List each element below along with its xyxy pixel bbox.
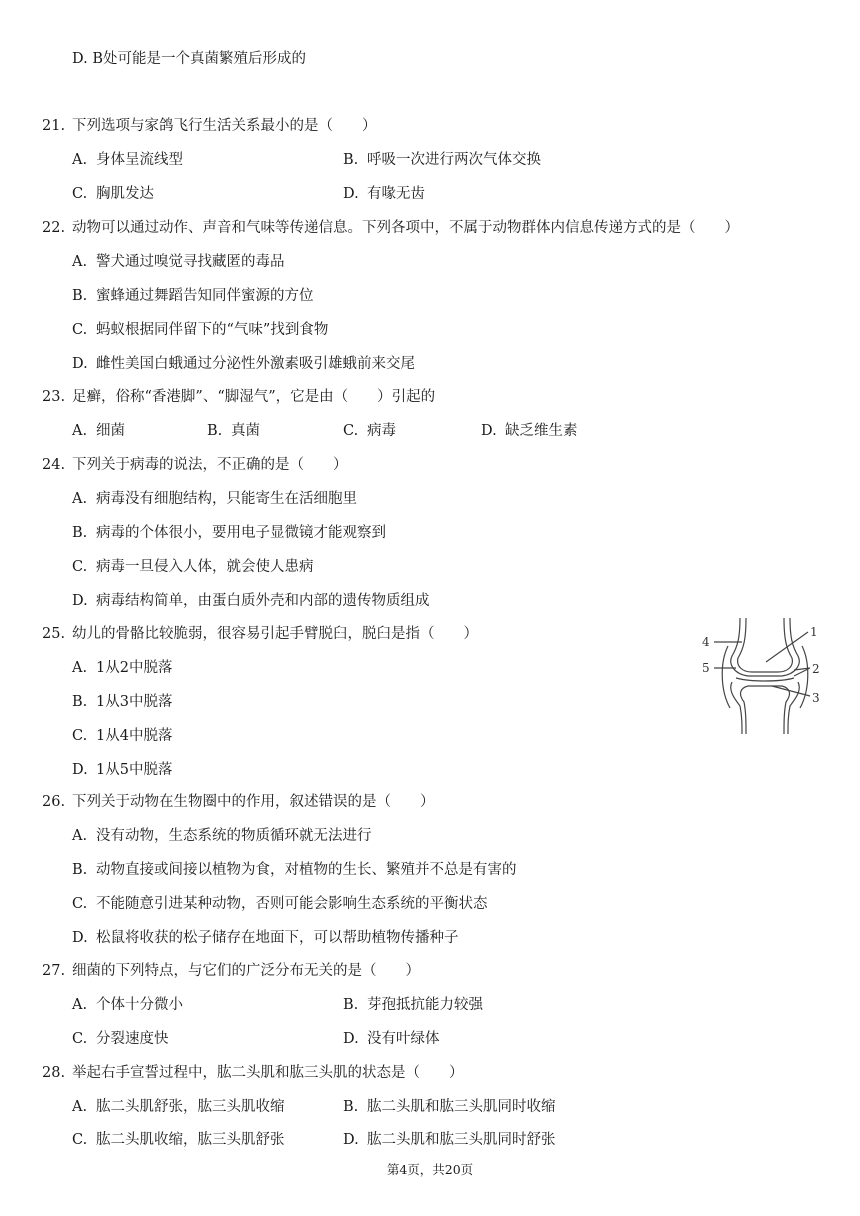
q21-option-b[interactable]: B. 呼吸一次进行两次气体交换 bbox=[343, 152, 541, 168]
q26-option-b[interactable]: B. 动物直接或间接以植物为食，对植物的生长、繁殖并不总是有害的 bbox=[72, 862, 517, 878]
joint-cavity bbox=[736, 678, 794, 681]
q21-option-c[interactable]: C. 胸肌发达 bbox=[72, 186, 154, 202]
q23-option-c[interactable]: C. 病毒 bbox=[343, 423, 396, 439]
question-stem: 下列选项与家鸽飞行生活关系最小的是（ ） bbox=[72, 118, 377, 134]
question-21 bbox=[42, 116, 377, 136]
question-number: 28. bbox=[42, 1065, 66, 1081]
label-1: 1 bbox=[810, 625, 818, 639]
question-stem: 动物可以通过动作、声音和气味等传递信息。下列各项中，不属于动物群体内信息传递方式的是（ ） bbox=[72, 220, 739, 236]
q21-option-a[interactable]: A. 身体呈流线型 bbox=[72, 152, 183, 168]
question-stem: 足癣，俗称“香港脚”、“脚湿气”，它是由（ ）引起的 bbox=[72, 389, 436, 405]
question-number: 22. bbox=[42, 220, 66, 236]
leader-1 bbox=[766, 632, 808, 662]
q20-option-d: D. B处可能是一个真菌繁殖后形成的 bbox=[72, 51, 306, 67]
question-stem: 下列关于病毒的说法，不正确的是（ ） bbox=[72, 457, 348, 473]
question-26 bbox=[42, 792, 435, 812]
question-22 bbox=[42, 218, 739, 238]
question-23 bbox=[42, 387, 435, 407]
question-number: 25. bbox=[42, 626, 66, 642]
q26-option-d[interactable]: D. 松鼠将收获的松子储存在地面下，可以帮助植物传播种子 bbox=[72, 930, 459, 946]
q25-option-d[interactable]: D. 1从5中脱落 bbox=[72, 762, 173, 778]
question-28 bbox=[42, 1063, 464, 1083]
q22-option-c[interactable]: C. 蚂蚁根据同伴留下的“气味”找到食物 bbox=[72, 322, 329, 338]
q27-option-b[interactable]: B. 芽孢抵抗能力较强 bbox=[343, 997, 483, 1013]
q28-option-a[interactable]: A. 肱二头肌舒张，肱三头肌收缩 bbox=[72, 1099, 285, 1115]
q25-option-c[interactable]: C. 1从4中脱落 bbox=[72, 728, 173, 744]
q26-option-c[interactable]: C. 不能随意引进某种动物，否则可能会影响生态系统的平衡状态 bbox=[72, 896, 488, 912]
lower-bone-inner bbox=[741, 686, 790, 734]
joint-capsule-right bbox=[800, 646, 808, 708]
question-stem: 举起右手宣誓过程中，肱二头肌和肱三头肌的状态是（ ） bbox=[72, 1065, 464, 1081]
q22-option-b[interactable]: B. 蜜蜂通过舞蹈告知同伴蜜源的方位 bbox=[72, 288, 314, 304]
label-3: 3 bbox=[812, 691, 820, 705]
question-number: 24. bbox=[42, 457, 66, 473]
label-2: 2 bbox=[812, 662, 820, 676]
question-24 bbox=[42, 455, 348, 475]
q28-option-c[interactable]: C. 肱二头肌收缩，肱三头肌舒张 bbox=[72, 1132, 285, 1148]
q28-option-d[interactable]: D. 肱二头肌和肱三头肌同时舒张 bbox=[343, 1132, 556, 1148]
question-stem: 幼儿的骨骼比较脆弱，很容易引起手臂脱臼，脱臼是指（ ） bbox=[72, 626, 478, 642]
page-number: 第4页，共20页 bbox=[386, 1162, 474, 1177]
q25-option-a[interactable]: A. 1从2中脱落 bbox=[72, 660, 173, 676]
q27-option-d[interactable]: D. 没有叶绿体 bbox=[343, 1031, 440, 1047]
q22-option-a[interactable]: A. 警犬通过嗅觉寻找藏匿的毒品 bbox=[72, 254, 285, 270]
q24-option-d[interactable]: D. 病毒结构简单，由蛋白质外壳和内部的遗传物质组成 bbox=[72, 593, 430, 609]
q23-option-d[interactable]: D. 缺乏维生素 bbox=[481, 423, 578, 439]
q21-option-d[interactable]: D. 有喙无齿 bbox=[343, 186, 425, 202]
question-number: 21. bbox=[42, 118, 66, 134]
q28-option-b[interactable]: B. 肱二头肌和肱三头肌同时收缩 bbox=[343, 1099, 556, 1115]
question-number: 26. bbox=[42, 794, 66, 810]
question-27 bbox=[42, 961, 420, 981]
q25-option-b[interactable]: B. 1从3中脱落 bbox=[72, 694, 173, 710]
question-number: 23. bbox=[42, 389, 66, 405]
upper-bone-inner bbox=[738, 618, 793, 672]
q26-option-a[interactable]: A. 没有动物，生态系统的物质循环就无法进行 bbox=[72, 828, 372, 844]
q24-option-a[interactable]: A. 病毒没有细胞结构，只能寄生在活细胞里 bbox=[72, 491, 357, 507]
label-5: 5 bbox=[702, 661, 710, 675]
question-number: 27. bbox=[42, 963, 66, 979]
upper-bone-outline bbox=[731, 618, 799, 676]
leader-3 bbox=[772, 686, 810, 696]
question-25 bbox=[42, 624, 478, 644]
question-stem: 下列关于动物在生物圈中的作用，叙述错误的是（ ） bbox=[72, 794, 435, 810]
q23-option-b[interactable]: B. 真菌 bbox=[207, 423, 260, 439]
joint-capsule-left bbox=[722, 646, 730, 708]
label-4: 4 bbox=[702, 635, 710, 649]
q24-option-b[interactable]: B. 病毒的个体很小，要用电子显微镜才能观察到 bbox=[72, 525, 386, 541]
q27-option-a[interactable]: A. 个体十分微小 bbox=[72, 997, 183, 1013]
joint-diagram bbox=[700, 616, 830, 736]
q24-option-c[interactable]: C. 病毒一旦侵入人体，就会使人患病 bbox=[72, 559, 314, 575]
q23-option-a[interactable]: A. 细菌 bbox=[72, 423, 125, 439]
question-stem: 细菌的下列特点，与它们的广泛分布无关的是（ ） bbox=[72, 963, 420, 979]
q27-option-c[interactable]: C. 分裂速度快 bbox=[72, 1031, 169, 1047]
q22-option-d[interactable]: D. 雌性美国白蛾通过分泌性外激素吸引雄蛾前来交尾 bbox=[72, 356, 415, 372]
